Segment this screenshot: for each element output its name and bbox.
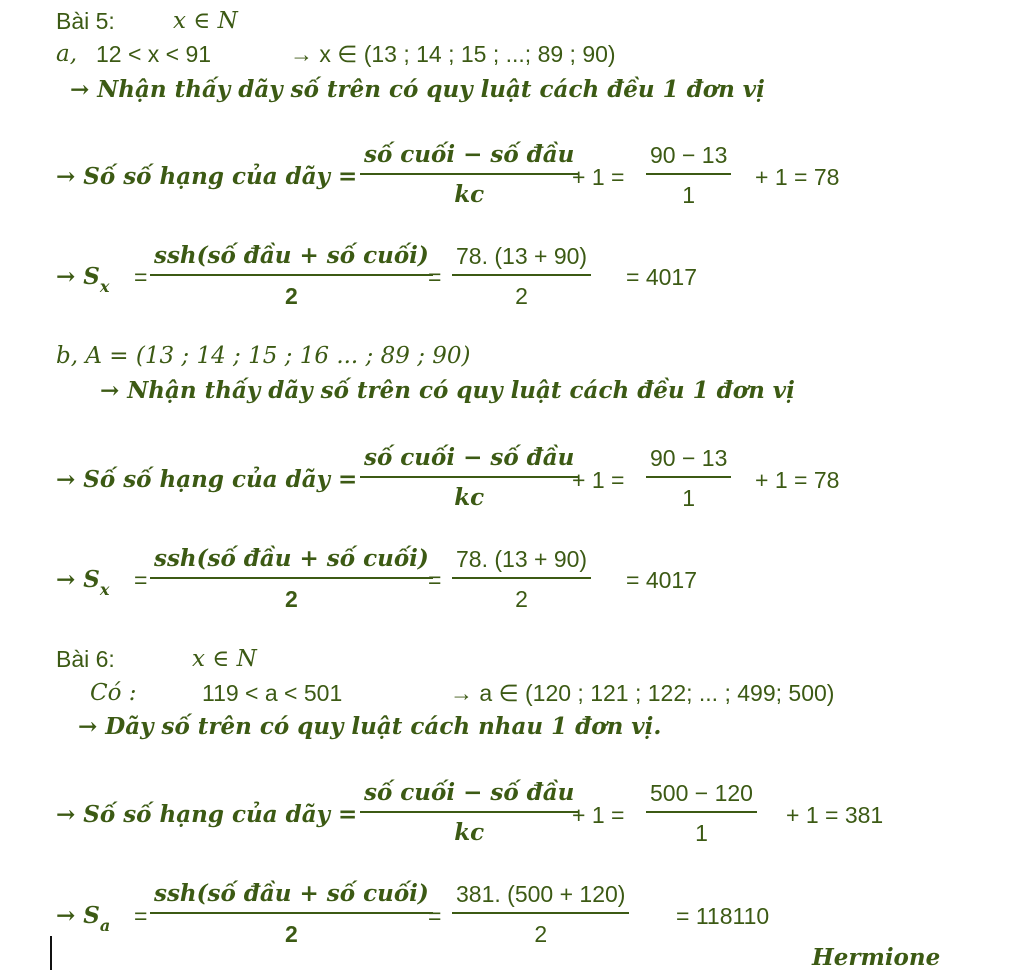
bai6-inequality: 119 < a < 501 [202,680,343,706]
fraction-bar [360,173,578,175]
bai5-a-sum-eq: = [134,264,148,290]
bai5-b-count-result: + 1 = 78 [755,467,840,493]
bai6-sum-eq: = [134,903,148,929]
bai5-b-count-lhs: → Số số hạng của dãy = [56,466,358,493]
denominator: 2 [515,586,528,612]
bai5-a-count-result: + 1 = 78 [755,164,840,190]
bai6-sum-eq2: = [428,903,442,929]
bai5-a-set: → x ∈ (13 ; 14 ; 15 ; ...; 89 ; 90) [290,41,616,67]
fraction-bar [150,577,433,579]
fraction-bar [452,912,629,914]
denominator: 2 [284,586,298,612]
fraction-bar [150,912,433,914]
fraction-bar [360,811,578,813]
bai6-sum-result: = 118110 [676,903,770,929]
bai5-a-count-fraction-2 [646,141,731,209]
numerator: 78. (13 + 90) [456,546,588,572]
bai6-condition: x ∈ N [192,646,257,672]
numerator: số cuối − số đầu [364,779,575,806]
bai6-heading: Bài 6: [56,646,115,672]
bai5-a-sum-fraction-1 [150,242,433,310]
fraction-bar [646,476,731,478]
numerator: 500 − 120 [650,780,753,806]
numerator: ssh(số đầu + số cuối) [154,880,429,907]
bai5-b-sum-eq: = [134,567,148,593]
bai6-observation: → Dãy số trên có quy luật cách nhau 1 đơn vị. [78,713,662,740]
bai6-count-fraction-2 [646,779,757,847]
numerator: 381. (500 + 120) [456,881,626,907]
fraction-bar [646,811,757,813]
numerator: ssh(số đầu + số cuối) [154,242,429,269]
bai6-sum-fraction-2 [452,880,629,948]
numerator: số cuối − số đầu [364,444,575,471]
denominator: 1 [695,820,708,846]
denominator: 2 [534,921,548,947]
bai5-b-sum-result: = 4017 [626,567,697,593]
bai5-b-count-fraction-2 [646,444,731,512]
bai6-set: → a ∈ (120 ; 121 ; 122; ... ; 499; 500) [450,680,835,706]
bai6-count-result: + 1 = 381 [786,802,884,828]
text-cursor [50,936,52,970]
author-signature: Hermione [812,944,941,971]
numerator: 90 − 13 [650,445,728,471]
denominator: 1 [682,182,696,208]
bai5-a-sum-fraction-2 [452,242,591,310]
bai6-sum-fraction-1 [150,880,433,948]
bai6-count-mid: + 1 = [572,802,625,828]
bai6-sum-lhs: → $S_a$ [56,902,111,935]
numerator: số cuối − số đầu [364,141,575,168]
fraction-bar [646,173,731,175]
fraction-bar [150,274,433,276]
denominator: 1 [682,485,696,511]
numerator: 90 − 13 [650,142,728,168]
denominator: kc [454,484,485,511]
bai5-b-count-fraction-1 [360,444,578,512]
numerator: 78. (13 + 90) [456,243,588,269]
bai5-a-sum-result: = 4017 [626,264,697,290]
fraction-bar [452,274,591,276]
bai5-b-count-mid: + 1 = [572,467,625,493]
bai5-b-sum-lhs: → $S_x$ [56,566,110,599]
denominator: kc [454,181,485,208]
bai6-count-fraction-1 [360,779,578,847]
denominator: 2 [284,283,298,309]
fraction-bar [452,577,591,579]
denominator: kc [454,819,485,846]
bai5-b-set: b, A = (13 ; 14 ; 15 ; 16 ... ; 89 ; 90) [56,343,471,369]
bai6-count-lhs: → Số số hạng của dãy = [56,801,358,828]
bai5-b-observation: → Nhận thấy dãy số trên có quy luật cách đều 1 đơn vị [100,377,795,404]
bai5-a-observation: → Nhận thấy dãy số trên có quy luật cách đều 1 đơn vị [70,76,765,103]
denominator: 2 [515,283,528,309]
bai5-condition: x ∈ N [173,8,238,34]
bai5-b-sum-fraction-1 [150,545,433,613]
bai5-a-count-lhs: → Số số hạng của dãy = [56,163,358,190]
fraction-bar [360,476,578,478]
bai5-a-count-mid: + 1 = [572,164,625,190]
bai5-heading: Bài 5: [56,8,115,34]
numerator: ssh(số đầu + số cuối) [154,545,429,572]
denominator: 2 [284,921,298,947]
bai5-a-sum-lhs: → $S_x$ [56,263,110,296]
bai5-a-label: a, [56,41,78,67]
bai5-b-sum-fraction-2 [452,545,591,613]
bai6-co-label: Có : [90,680,137,706]
bai5-b-sum-eq2: = [428,567,442,593]
bai5-a-count-fraction-1 [360,141,578,209]
bai5-a-inequality: 12 < x < 91 [96,41,212,67]
bai5-a-sum-eq2: = [428,264,442,290]
